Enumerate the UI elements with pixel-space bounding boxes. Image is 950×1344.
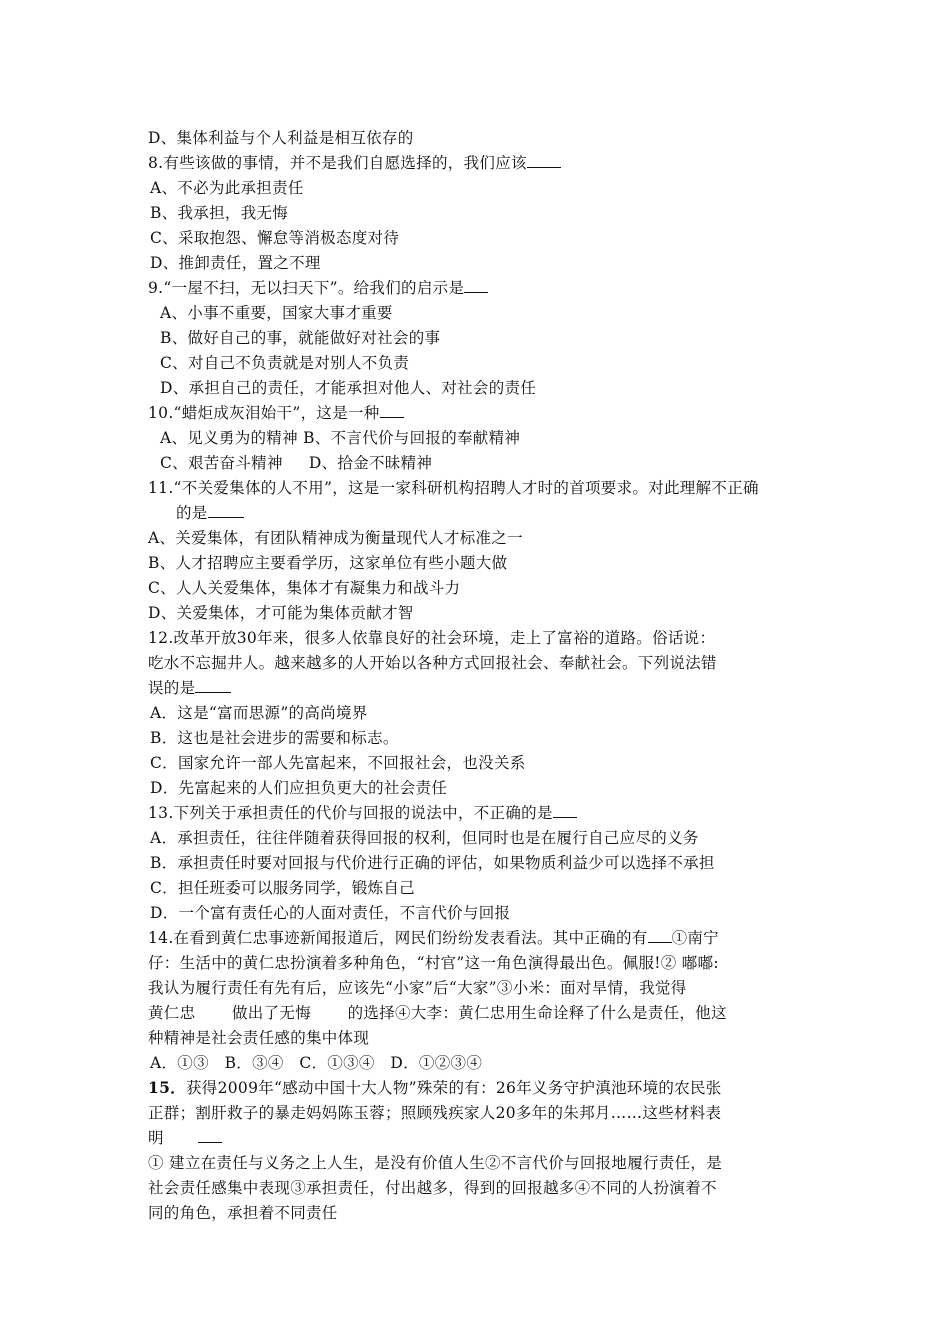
answer-blank[interactable] [553, 803, 577, 818]
option-c-q11: C、人人关爱集体，集体才有凝集力和战斗力 [148, 579, 461, 597]
answer-blank[interactable] [527, 153, 561, 168]
question-14-cont-3: 黄仁忠 做出了无悔 的选择④大李：黄仁忠用生命诠释了什么是责任，他这 [148, 1004, 727, 1022]
question-12-end: 误的是 [148, 678, 231, 698]
options-cd-q10: C、艰苦奋斗精神 D、拾金不昧精神 [160, 454, 433, 472]
option-a-q9: A、小事不重要，国家大事才重要 [160, 304, 393, 322]
option-c-q12: C．国家允许一部人先富起来，不回报社会，也没关系 [150, 754, 526, 772]
question-15-cont-1: 正群；割肝救子的暴走妈妈陈玉蓉；照顾残疾家人20多年的朱邦月……这些材料表 [148, 1104, 722, 1122]
question-8: 8.有些该做的事情，并不是我们自愿选择的，我们应该 [148, 153, 561, 173]
option-d-q13: D．一个富有责任心的人面对责任，不言代价与回报 [150, 904, 511, 922]
option-d-q7: D、集体利益与个人利益是相互依存的 [148, 129, 414, 147]
question-11-cont: 的是 [176, 503, 244, 523]
option-d-q11: D、关爱集体，才可能为集体贡献才智 [148, 604, 414, 622]
options-ab-q10: A、见义勇为的精神 B、不言代价与回报的奉献精神 [160, 429, 521, 447]
answer-blank[interactable] [648, 928, 672, 943]
option-c-q9: C、对自己不负责就是对别人不负责 [160, 354, 410, 372]
option-a-q8: A、不必为此承担责任 [150, 179, 304, 197]
options-q14: A．①③ B．③④ C．①③④ D．①②③④ [150, 1054, 483, 1072]
question-9: 9.“一屋不扫，无以扫天下”。给我们的启示是 [148, 278, 488, 298]
statements-q15-2: 社会责任感集中表现③承担责任，付出越多，得到的回报越多④不同的人扮演着不 [148, 1179, 717, 1197]
answer-blank[interactable] [195, 678, 231, 693]
option-b-q12: B．这也是社会进步的需要和标志。 [150, 729, 399, 747]
question-14-cont-2: 我认为履行责任有先有后，应该先“小家”后“大家”③小米：面对旱情，我觉得 [148, 979, 687, 997]
option-a-q13: A．承担责任，往往伴随着获得回报的权利，但同时也是在履行自己应尽的义务 [150, 829, 699, 847]
option-d-q9: D、承担自己的责任，才能承担对他人、对社会的责任 [160, 379, 537, 397]
question-15-cont-2: 明 [148, 1128, 222, 1148]
question-12-cont: 吃水不忘掘井人。越来越多的人开始以各种方式回报社会、奉献社会。下列说法错 [148, 654, 717, 672]
option-a-q12: A．这是“富而思源”的高尚境界 [150, 704, 368, 722]
question-14-cont-4: 种精神是社会责任感的集中体现 [148, 1029, 370, 1047]
option-c-q13: C．担任班委可以服务同学，锻炼自己 [150, 879, 415, 897]
answer-blank[interactable] [198, 1128, 222, 1143]
answer-blank[interactable] [208, 503, 244, 518]
question-14: 14.在看到黄仁忠事迹新闻报道后，网民们纷纷发表看法。其中正确的有 ①南宁 [148, 929, 719, 947]
question-13: 13.下列关于承担责任的代价与回报的说法中，不正确的是 [148, 803, 577, 823]
question-10: 10.“蜡炬成灰泪始干”，这是一种 [148, 403, 404, 423]
statements-q15-3: 同的角色，承担着不同责任 [148, 1204, 338, 1222]
option-c-q8: C、采取抱怨、懈怠等消极态度对待 [150, 229, 400, 247]
question-11: 11.“不关爱集体的人不用”，这是一家科研机构招聘人才时的首项要求。对此理解不正确 [148, 479, 759, 497]
question-14-cont-1: 仔：生活中的黄仁忠扮演着多种角色，“村官”这一角色演得最出色。佩服!② 嘟嘟: [148, 954, 719, 972]
statements-q15-1: ① 建立在责任与义务之上人生，是没有价值人生②不言代价与回报地履行责任，是 [148, 1154, 723, 1172]
question-15: 15．获得2009年“感动中国十大人物”殊荣的有：26年义务守护滇池环境的农民张 [148, 1078, 722, 1097]
option-b-q8: B、我承担，我无悔 [150, 204, 289, 222]
option-b-q13: B．承担责任时要对回报与代价进行正确的评估，如果物质利益少可以选择不承担 [150, 854, 715, 872]
option-b-q11: B、人才招聘应主要看学历，这家单位有些小题大做 [148, 554, 508, 572]
option-a-q11: A、关爱集体，有团队精神成为衡量现代人才标准之一 [148, 529, 523, 547]
option-b-q9: B、做好自己的事，就能做好对社会的事 [160, 329, 441, 347]
answer-blank[interactable] [464, 278, 488, 293]
option-d-q8: D、推卸责任，置之不理 [150, 254, 321, 272]
question-12: 12.改革开放30年来，很多人依靠良好的社会环境，走上了富裕的道路。俗话说： [148, 629, 716, 647]
option-d-q12: D．先富起来的人们应担负更大的社会责任 [150, 779, 448, 797]
answer-blank[interactable] [380, 403, 404, 418]
